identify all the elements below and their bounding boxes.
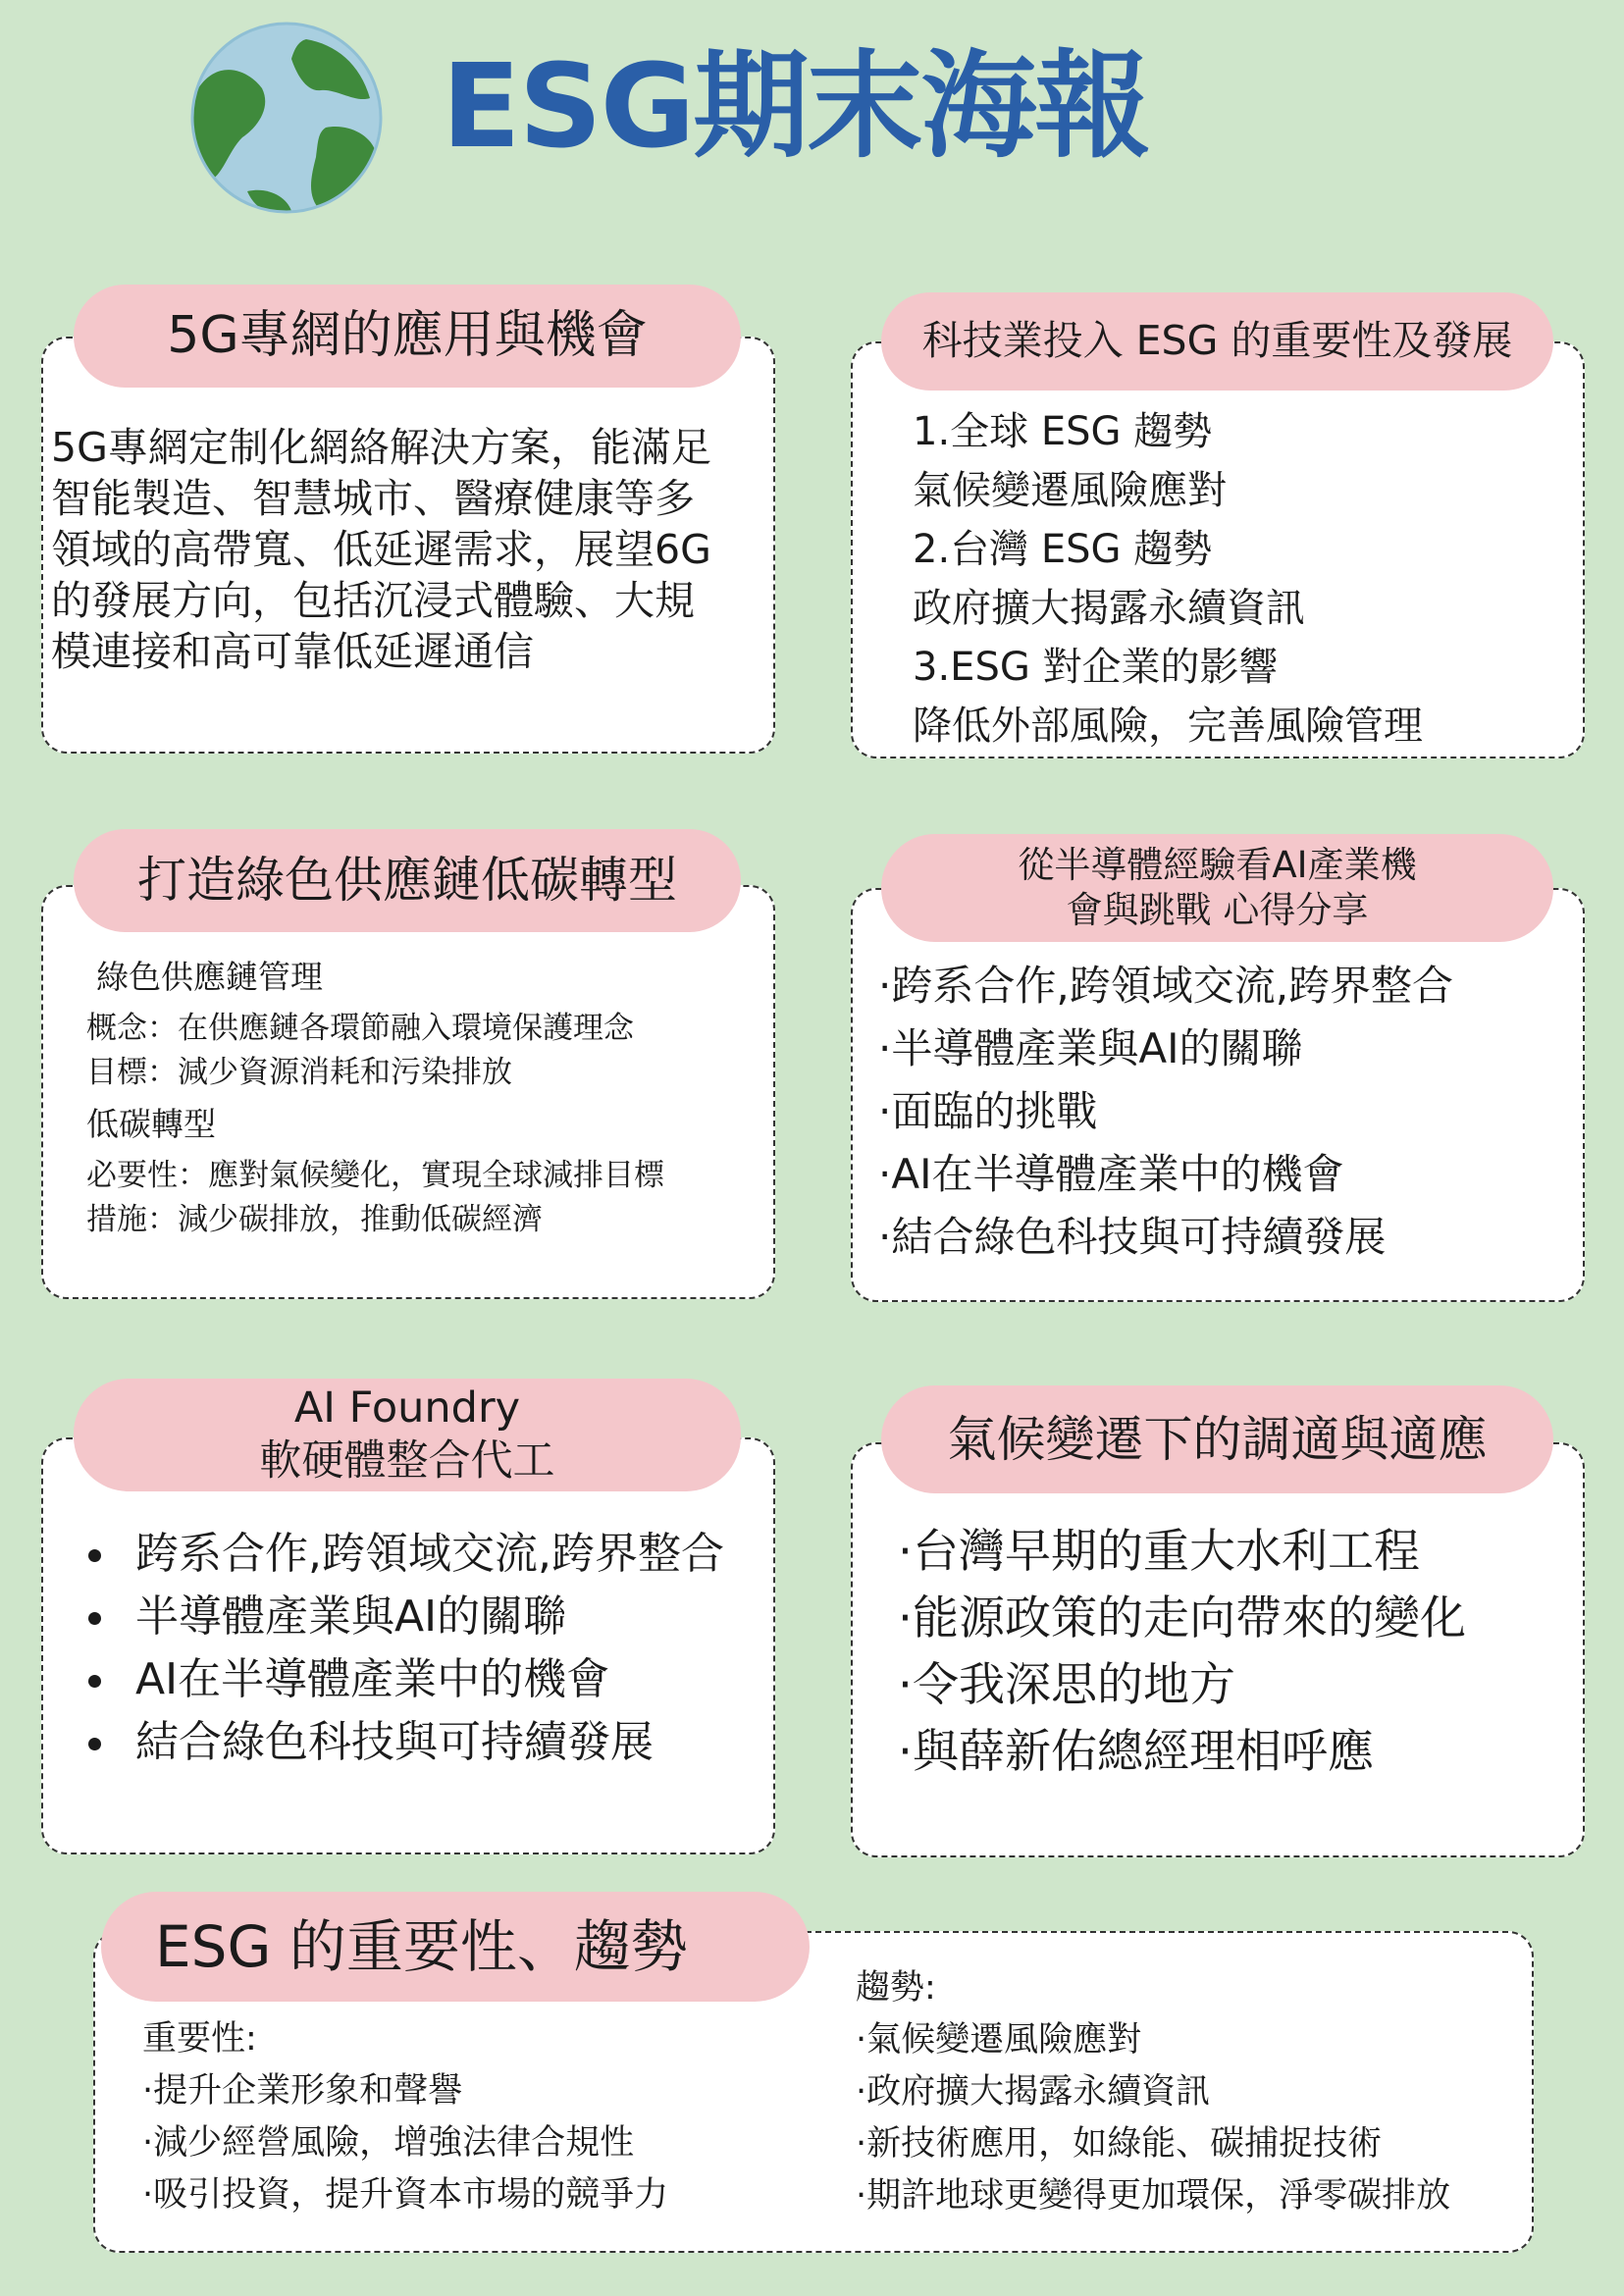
list-item: ·跨系合作,跨領域交流,跨界整合 (878, 962, 1454, 1010)
text-line: 低碳轉型 (86, 1104, 216, 1143)
section-heading: 重要性: (142, 2019, 257, 2059)
list-item: ·台灣早期的重大水利工程 (898, 1525, 1420, 1579)
card-5g-title: 5G專網的應用與機會 (74, 285, 741, 388)
text-line: 1.全球 ESG 趨勢 (913, 409, 1213, 454)
card-tech-esg-title: 科技業投入 ESG 的重要性及發展 (881, 292, 1553, 391)
text-line: 綠色供應鏈管理 (96, 958, 323, 996)
card-esg-title: ESG 的重要性、趨勢 (101, 1892, 810, 2002)
card-climate-list (898, 1519, 1466, 1786)
card-5g-body (51, 422, 711, 677)
text-line: 智能製造、智慧城市、醫療健康等多 (51, 475, 695, 523)
text-line: 領域的高帶寬、低延遲需求，展望6G (51, 526, 711, 574)
list-item: AI在半導體產業中的機會 (79, 1648, 724, 1711)
list-item: ·半導體產業與AI的關聯 (878, 1024, 1303, 1072)
list-item: ·減少經營風險，增強法律合規性 (142, 2123, 635, 2163)
card-foundry-list (79, 1523, 724, 1774)
card-semi-list (878, 955, 1453, 1269)
text-line: 2.台灣 ESG 趨勢 (913, 527, 1213, 572)
list-item: 半導體產業與AI的關聯 (79, 1586, 724, 1648)
card-foundry-title: AI Foundry 軟硬體整合代工 (74, 1379, 741, 1491)
list-item: ·AI在半導體產業中的機會 (878, 1150, 1344, 1198)
poster-title: ESG期末海報 (442, 38, 1149, 174)
list-item: ·吸引投資，提升資本市場的競爭力 (142, 2175, 669, 2215)
esg-importance-column (142, 2013, 668, 2221)
text-line: 必要性：應對氣候變化，實現全球減排目標 (86, 1157, 664, 1193)
list-item: ·新技術應用，如綠能、碳捕捉技術 (856, 2124, 1383, 2164)
text-line: 概念：在供應鏈各環節融入環境保護理念 (86, 1010, 634, 1046)
list-item: ·氣候變遷風險應對 (856, 2020, 1142, 2060)
text-line: 的發展方向，包括沉浸式體驗、大規 (51, 577, 695, 625)
list-item: ·結合綠色科技與可持續發展 (878, 1213, 1387, 1261)
list-item: ·面臨的挑戰 (878, 1087, 1098, 1135)
text-line: 降低外部風險，完善風險管理 (913, 704, 1423, 749)
text-line: 3.ESG 對企業的影響 (913, 645, 1279, 690)
esg-trends-column (856, 1962, 1450, 2222)
list-item: 跨系合作,跨領域交流,跨界整合 (79, 1523, 724, 1586)
text-line: 目標：減少資源消耗和污染排放 (86, 1054, 512, 1090)
list-item: ·期許地球更變得更加環保，淨零碳排放 (856, 2176, 1451, 2216)
card-climate-title: 氣候變遷下的調適與適應 (881, 1385, 1553, 1493)
list-item: 結合綠色科技與可持續發展 (79, 1711, 724, 1774)
card-semi-title: 從半導體經驗看AI產業機 會與跳戰 心得分享 (881, 834, 1553, 942)
text-line: 5G專網定制化網絡解決方案，能滿足 (51, 424, 711, 471)
card-green-title: 打造綠色供應鏈低碳轉型 (74, 829, 741, 932)
list-item: ·令我深思的地方 (898, 1658, 1235, 1712)
poster-header (0, 0, 1624, 245)
list-item: ·能源政策的走向帶來的變化 (898, 1592, 1466, 1645)
list-item: ·與薛新佑總經理相呼應 (898, 1725, 1374, 1779)
list-item: ·提升企業形象和聲譽 (142, 2071, 463, 2111)
list-item: ·政府擴大揭露永續資訊 (856, 2072, 1211, 2112)
text-line: 模連接和高可靠低延遲通信 (51, 628, 534, 676)
text-line: 措施：減少碳排放，推動低碳經濟 (86, 1201, 543, 1237)
text-line: 政府擴大揭露永續資訊 (913, 586, 1305, 631)
card-green-body (86, 954, 664, 1241)
card-tech-esg-body (913, 402, 1423, 756)
globe-icon (188, 20, 385, 216)
text-line: 氣候變遷風險應對 (913, 468, 1227, 513)
section-heading: 趨勢: (856, 1968, 936, 2008)
